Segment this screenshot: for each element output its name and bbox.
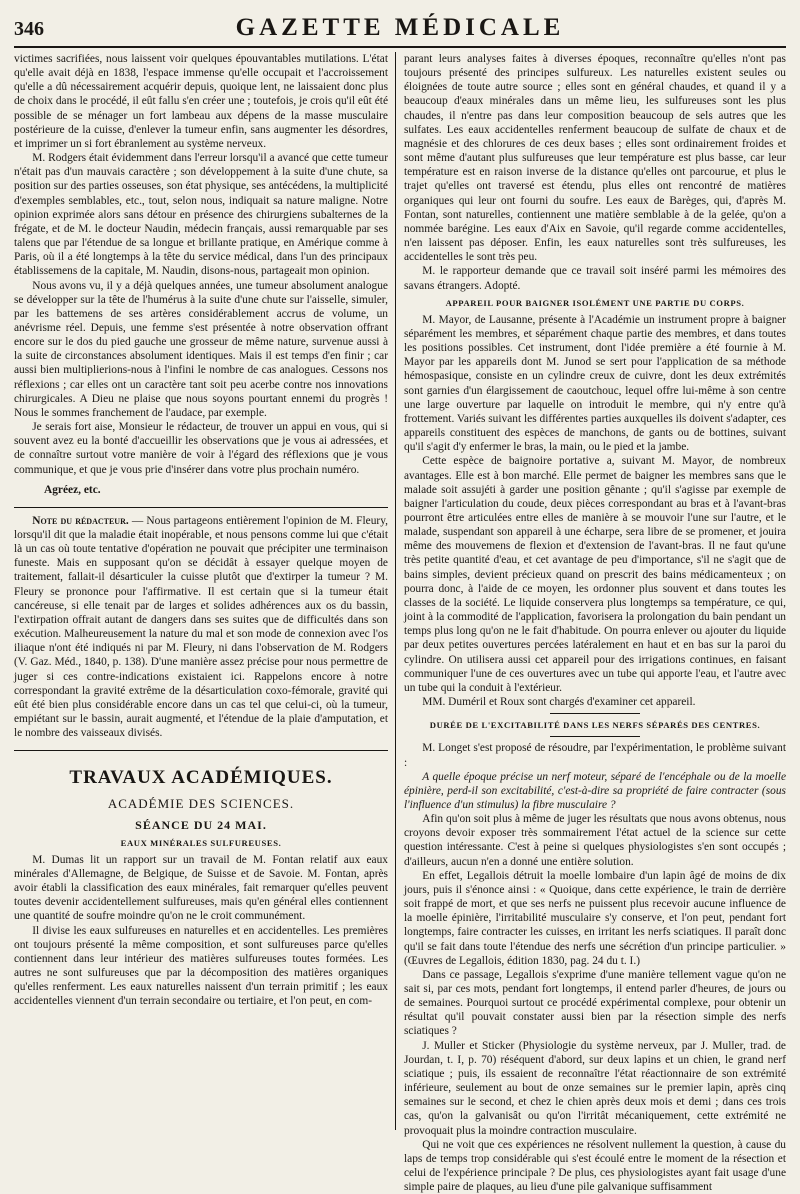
- paragraph: Je serais fort aise, Monsieur le rédacteur, de trouver un appui en vous, qui si souvent avez eu la bonté d'accueillir les observations que je vous ai adressées, et de connaître surtout votre manière de voir à l'égard des réflexions que je vous communique, et que je vous prie d'insérer dans votre plus prochain numéro.: [14, 421, 388, 476]
- paragraph: Dans ce passage, Legallois s'exprime d'une manière tellement vague qu'on ne sait si, par ces mots, pendant fort longtemps, il entend parler d'heures, de jours ou de semaines. Pourquoi surtout ce procédé expérimental complexe, pour obtenir un résultat qu'il pouvait constater aussi bien par la résection simple des nerfs sciatiques ?: [404, 968, 786, 1038]
- academy-title: ACADÉMIE DES SCIENCES.: [107, 796, 295, 812]
- right-column: [404, 52, 787, 1194]
- page-number: 346: [14, 18, 44, 40]
- paragraph: Nous avons vu, il y a déjà quelques années, une tumeur absolument analogue se développer sur la tête de l'humérus à la suite d'une chute sur l'aisselle, simuler, par les battemens de ses artères considérablement accrus de volume, un anévrisme réel. Depuis, une femme s'est présentée à notre observation offrant encore sur le dos du pied gauche une grosseur de même nature, survenue aussi à la suite de circonstances absolument identiques. Mais il est temps d'en finir ; car aussi bien multiplierions-nous à l'infini le nombre de cas analogues. Cessons nos réflexions ; car elles ont un caractère tant soit peu acerbe contre nos innovations chirurgicales. A Dieu ne plaise que nous soyons pourtant ennemi du progrès ! Nous le sommes franchement de l'audace, par exemple.: [14, 279, 388, 419]
- paragraph: Afin qu'on soit plus à même de juger les résultats que nous avons obtenus, nous croyons devoir exposer très sommairement l'état actuel de la science sur cette question intéressante. C'est à peine si quelques physiologistes s'en sont occupés ; d'ailleurs, aucun n'en a donné une entière solution.: [404, 813, 786, 868]
- subsection-heading: EAUX MINÉRALES SULFUREUSES.: [120, 837, 282, 848]
- paragraph: MM. Duméril et Roux sont chargés d'examiner cet appareil.: [422, 696, 696, 709]
- masthead-title: GAZETTE MÉDICALE: [235, 14, 565, 41]
- column-divider: [395, 52, 396, 1130]
- editor-note: [14, 514, 388, 741]
- paragraph: Il divise les eaux sulfureuses en naturelles et en accidentelles. Les premières ont toujours présenté la même composition, et sont sulfureuses parce qu'elles contiennent dans leur intérieur des matières sulfureuses toutes formées. Les autres ne sont sulfureuses que par la décomposition des matières organiques qu'elles renferment. Les eaux naturelles naissent d'un terrain primitif ; les eaux accidentelles viennent d'un terrain secondaire ou tertiaire, et l'on peut, en com-: [14, 924, 388, 1008]
- paragraph: En effet, Legallois détruit la moelle lombaire d'un lapin âgé de moins de dix jours, puis il s'énonce ainsi : « Quoique, dans cette expérience, le train de derrière soit frappé de mort, et que ses nerfs ne puissent plus recevoir aucune influence de la moelle épinière, l'irritabilité musculaire s'y conserve, et l'on peut, pendant fort longtemps, faire contracter les cuisses, en irritant les nerfs sciatiques. Il paraît donc qu'il se fait dans toute l'étendue des nerfs une sécrétion d'un principe particulier. » (Œuvres de Legallois, édition 1830, pag. 24 du t. I.): [404, 869, 786, 967]
- paragraph: M. Dumas lit un rapport sur un travail de M. Fontan relatif aux eaux minérales d'Allemagne, de Belgique, de Suisse et de Savoie. M. Fontan, après avoir établi la classification des eaux minérales, fait remarquer qu'elles peuvent toutes devenir accidentellement sulfureuses, mais qu'en général elles contiennent une quantité de soufre moindre qu'on ne le croit communément.: [14, 853, 388, 923]
- note-label: Note du rédacteur.: [32, 514, 129, 527]
- paragraph: parant leurs analyses faites à diverses époques, reconnaître qu'elles n'ont pas toujours présenté des principes sulfureux. Les naturelles existent seules ou éloignées de toute autre source ; elles sont en général chaudes, et quand il y a beaucoup d'eaux minérales dans un même lieu, les sulfureuses sont les plus chaudes, il n'entre pas dans leur composition beaucoup de sels autres que les sulfates. Les eaux accidentelles renferment beaucoup de sulfate de chaux et de magnésie et des chlorures de ces deux bases ; elles sont ordinairement froides et sont même d'autant plus sulfureuses que leur température est plus basse, car leur température est en raison inverse de la distance qu'elles ont parcourue, et plus le trajet qu'elles ont traversé est étendu, plus elles ont rencontré de matières organiques qui leur ont fourni du soufre. Les eaux de Barèges, qui, d'après M. Fontan, sont naturelles, contiennent une matière semblable à de la gelée, qu'on a nommée barégine. Les eaux d'Aix en Savoie, qu'il regarde comme accidentelles, n'en laissent pas déposer. Enfin, les eaux naturelles sont très sulfureuses, les accidentelles le sont très peu.: [404, 53, 786, 264]
- session-date: SÉANCE DU 24 MAI.: [135, 817, 267, 832]
- paragraph: M. le rapporteur demande que ce travail soit inséré parmi les mémoires des savans étrangers. Adopté.: [404, 265, 786, 292]
- note-text: — Nous partageons entièrement l'opinion de M. Fleury, lorsqu'il dit que la maladie était inopérable, et nous pensons comme lui que c'était là un cas où toute tentative d'opération ne pouvait que précipiter une terminaison funeste. Mais en supposant qu'on se décidât à essayer quelque moyen de traitement, fallait-il désarticuler la cuisse plutôt que d'extirper la tumeur ? M. Fleury se prononce pour l'affirmative. Il est certain que si la tumeur était cancéreuse, si elle tenait par de larges et solides adhérences aux os du bassin, l'extirpation offrait autant de dangers dans ses suites que de difficultés dans son exécution. Malheureusement la nature du mal et son mode de connexion avec l'os iliaque n'ont été indiqués ni par M. Fleury, ni dans l'observation de M. Rodgers (V. Gaz. Méd., 1840, p. 138). D'une manière assez précise pour nous permettre de juger si ces contre-indications existaient ici. Rappelons encore à notre correspondant la gravité extrême de la désarticulation coxo-fémorale, gravité qui eût été bien plus considérable encore dans un cas tel que celui-ci, où la tumeur, empiétant sur le bassin, aurait augmenté, et l'étendue de la plaie d'amputation, et le nombre des vaisseaux divisés.: [14, 514, 389, 740]
- divider: [14, 507, 388, 508]
- subsection-heading: DURÉE DE L'EXCITABILITÉ DANS LES NERFS SÉPARÉS DES CENTRES.: [429, 720, 761, 731]
- paragraph: Qui ne voit que ces expériences ne résolvent nullement la question, à cause du laps de temps trop considérable qui s'est écoulé entre le moment de la résection et celui de l'expérience principale ? De plus, ces physiologistes ayant fait usage d'une simple paire de plaques, au lieu d'une pile galvanique suffisamment: [404, 1138, 786, 1194]
- subsection-heading: APPAREIL POUR BAIGNER ISOLÉMENT UNE PARTIE DU CORPS.: [445, 297, 745, 308]
- paragraph: M. Mayor, de Lausanne, présente à l'Académie un instrument propre à baigner séparément les membres, et séparément chaque partie des membres, et dans toutes les positions possibles. Cet instrument, dont l'idée première a été fournie à M. Mayor par les appareils dont M. Junod se sert pour l'application de sa méthode hémospasique, consiste en un cylindre creux de cuivre, dont les deux extrémités sont garnies d'un élargissement de caoutchouc, lequel offre lui-même à son centre une large ouverture par laquelle on introduit le membre, qui n'y entre qu'à frottement. Variés suivant les différentes parties auxquelles ils doivent s'adapter, ces appareils constituent des espèces de manchons, de gants ou de bottines, suivant qu'il s'agit d'y enfermer le bras, la main, ou le pied et la jambe.: [404, 313, 787, 454]
- paragraph: victimes sacrifiées, nous laissent voir quelques épouvantables mutilations. L'état qu'elle avait déjà en 1838, l'espace immense qu'elle occupait et l'accroissement qu'elle a dû nécessairement acquérir depuis, quoique lent, ne laissaient donc plus de choix dans le procédé, il eût fallu s'en créer une ; toutefois, je crois qu'il eût été possible de se ménager un fort lambeau aux dépens de la masse musculaire postérieure de la cuisse, d'enlever la tumeur enfin, sans augmenter les désordres, et imprimer un si fort ébranlement au système nerveux.: [14, 53, 388, 150]
- page-header: [14, 12, 786, 46]
- divider: [550, 713, 640, 714]
- section-title: TRAVAUX ACADÉMIQUES.: [69, 767, 333, 789]
- research-question: A quelle époque précise un nerf moteur, séparé de l'encéphale ou de la moelle épinière, perd-il son excitabilité, c'est-à-dire sa propriété de faire contracter (sous l'influence d'un stimulus) la fibre musculaire ?: [404, 770, 786, 811]
- paragraph: J. Muller et Sticker (Physiologie du système nerveux, par J. Muller, trad. de Jourdan, t. I, p. 70) réséquent d'abord, sur deux lapins et un chien, le grand nerf sciatique ; puis, ils essaient de reconnaître l'état réactionnaire de son extrémité inférieure, seulement au bout de onze semaines sur le premier lapin, après cinq semaines sur le second, et chez le chien après deux mois et demi ; dans ces trois cas, qu'on la galvanisât ou qu'on l'irritât mécaniquement, cette extrémité ne provoquait plus la moindre contraction musculaire.: [404, 1039, 786, 1137]
- divider: [550, 736, 640, 737]
- paragraph: Cette espèce de baignoire portative a, suivant M. Mayor, de nombreux avantages. Elle est à bon marché. Elle permet de baigner les membres sans que le malade soit assujéti à garder une position gênante ; qu'il s'agisse par exemple de baigner l'articulation du coude, deux pièces correspondant au bras et à l'avant-bras pourront être articulées entre elles de manière à se mouvoir l'une sur l'autre, et le malade, suspendant son appareil à une écharpe, sera libre de se promener, et jouira même des mouvemens de flexion et d'extension de l'avant-bras. Il ne faut qu'une très petite quantité d'eau, et cet avantage de peu d'importance, s'il ne s'agit que de bains simples, devient précieux quand on prescrit des bains médicamenteux ; on pourra donc, à l'aide de ce moyen, les ordonner plus souvent et dans toutes les classes de la société. Le liquide conservera plus longtemps sa température, ce qui, joint à la commodité de l'application, favorisera la prolongation du bain pendant un temps plus long qu'on ne le fait d'habitude. On pourra enlever ou ajouter du liquide par deux petites ouvertures percées latéralement en haut et en bas sur la paroi du cylindre. On utilisera aussi cet appareil pour des irrigations continues, en faisant communiquer l'une de ces ouvertures avec un tube qui apporte l'eau, et l'autre avec un tube qui la conduit à l'extérieur.: [404, 455, 786, 694]
- paragraph: M. Longet s'est proposé de résoudre, par l'expérimentation, le problème suivant :: [404, 742, 786, 769]
- paragraph: M. Rodgers était évidemment dans l'erreur lorsqu'il a avancé que cette tumeur n'était pas d'un mauvais caractère ; son développement à la suite d'une chute, sa position sur des parties osseuses, son état physique, ses antécédens, la multiplicité d'exemples semblables, etc., tout, selon nous, indiquait sa nature maligne. Notre opinion exprimée alors sans détour en présence des chirurgiens subalternes de la frégate, et de M. le docteur Naudin, médecin français, aussi remarquable par ses talens que par l'étendue de sa longue et brillante pratique, en Amérique comme à Paris, où il a été longtemps à la tête du service médical, dans l'un des principaux établissemens de la capitale, M. Naudin, disons-nous, partageait mon opinion.: [14, 152, 388, 278]
- header-rule: [14, 46, 786, 48]
- letter-signoff: Agréez, etc.: [44, 483, 101, 496]
- left-column: [14, 52, 388, 1130]
- divider: [14, 750, 388, 751]
